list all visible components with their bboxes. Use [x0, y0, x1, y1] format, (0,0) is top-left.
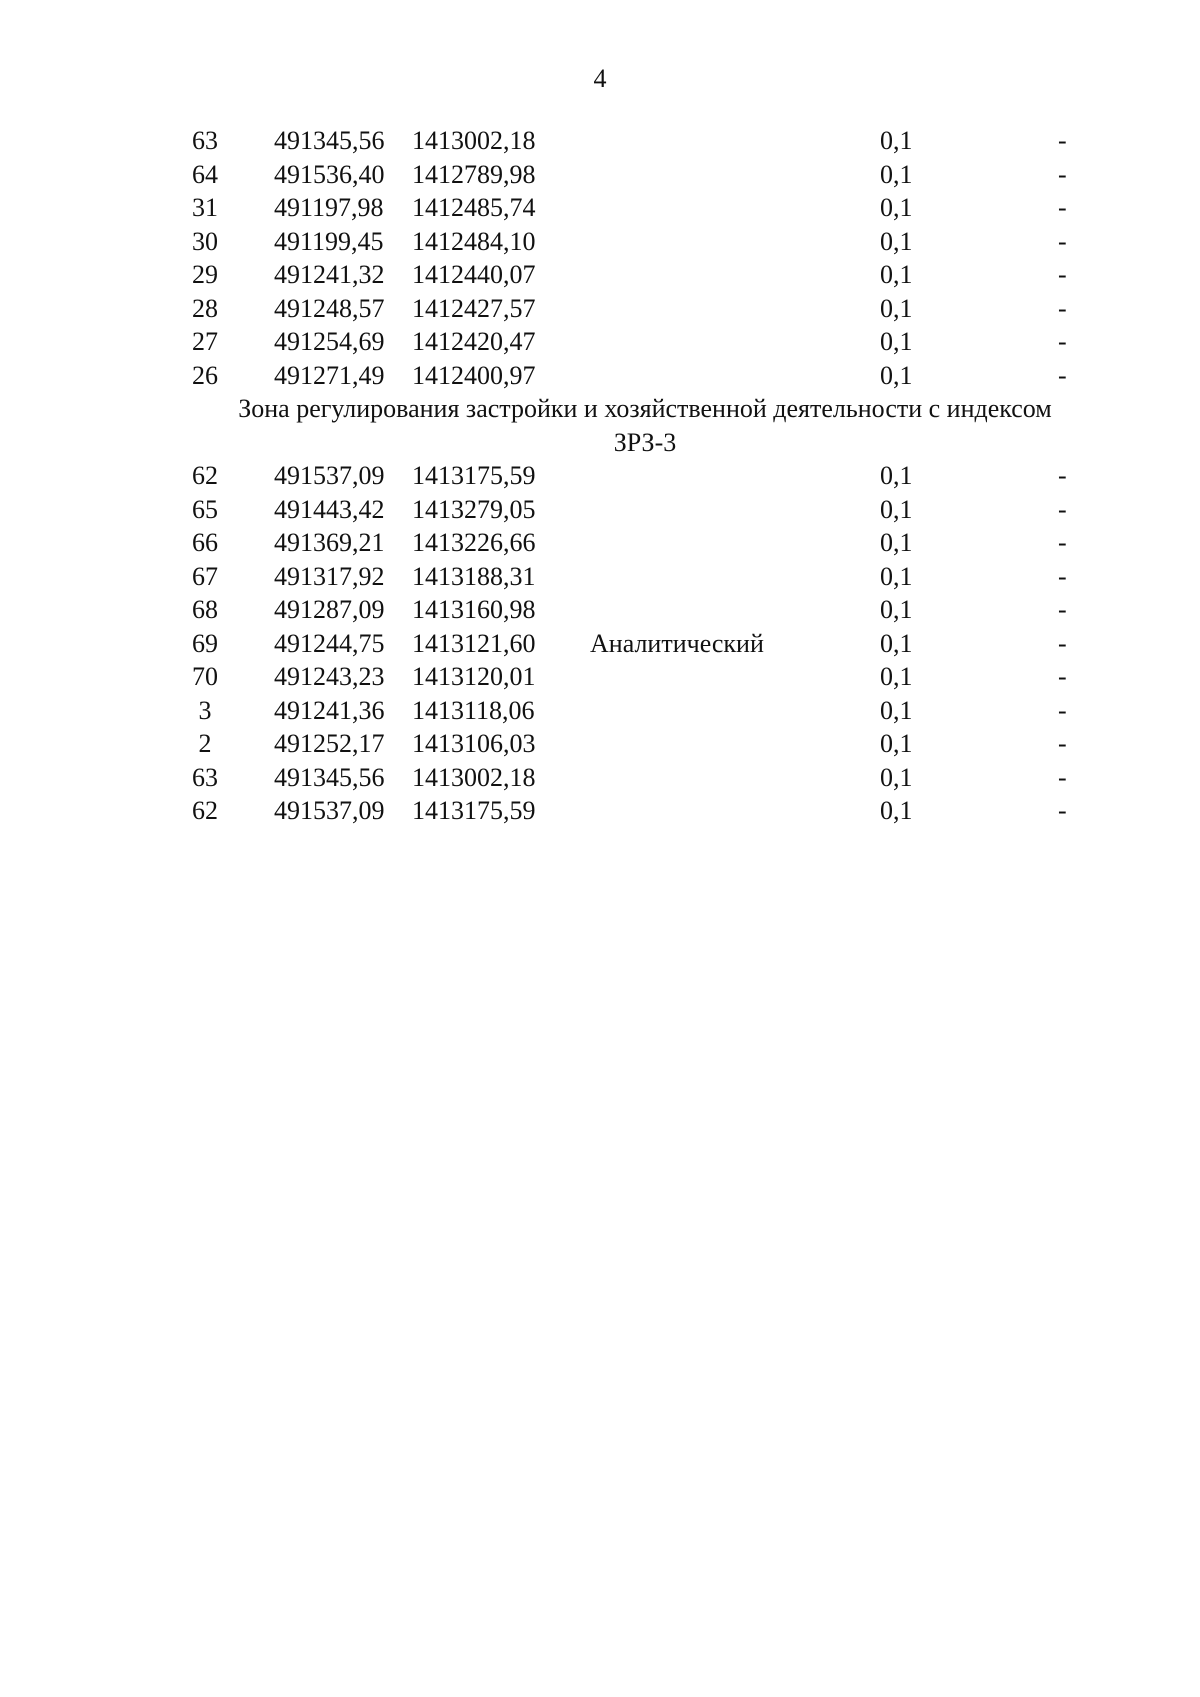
coord-x: 491197,98: [274, 193, 384, 222]
coordinates-table: [0, 124, 1200, 828]
page-number: 4: [593, 64, 607, 93]
note: -: [1058, 293, 1067, 323]
coord-x: 491345,56: [274, 762, 385, 792]
table-row: [0, 694, 1200, 728]
accuracy: 0,1: [880, 561, 913, 591]
point-number: 62: [192, 461, 218, 490]
coord-y: 1413226,66: [412, 528, 536, 557]
method: Аналитический: [590, 628, 764, 658]
section2-rows: [0, 459, 1200, 828]
point-number: 27: [192, 327, 218, 356]
accuracy: 0,1: [880, 226, 913, 256]
table-row: [0, 493, 1200, 527]
zone-title: [0, 392, 1200, 459]
note: -: [1058, 796, 1067, 825]
table-row: [0, 526, 1200, 560]
coord-x: 491443,42: [274, 494, 385, 524]
note: -: [1058, 628, 1067, 658]
coord-y: 1412484,10: [412, 226, 536, 256]
point-number: 70: [192, 662, 218, 691]
section1-rows: [0, 124, 1200, 392]
note: -: [1058, 360, 1067, 390]
table-row: [0, 794, 1200, 828]
note: -: [1058, 528, 1067, 557]
point-number: 69: [192, 628, 218, 658]
accuracy: 0,1: [880, 595, 913, 624]
coord-y: 1413175,59: [412, 461, 536, 490]
accuracy: 0,1: [880, 628, 913, 658]
coord-y: 1412789,98: [412, 159, 536, 189]
point-number: 63: [192, 126, 218, 155]
coord-x: 491537,09: [274, 461, 385, 490]
table-row: [0, 158, 1200, 192]
note: -: [1058, 126, 1067, 155]
coord-y: 1413279,05: [412, 494, 536, 524]
table-row: [0, 258, 1200, 292]
coord-y: 1412420,47: [412, 327, 536, 356]
coord-x: 491244,75: [274, 628, 385, 658]
coord-y: 1413188,31: [412, 561, 536, 591]
coord-y: 1412440,07: [412, 260, 536, 289]
coord-y: 1412427,57: [412, 293, 536, 323]
note: -: [1058, 695, 1067, 725]
table-row: [0, 325, 1200, 359]
point-number: 64: [192, 159, 218, 189]
note: -: [1058, 662, 1067, 691]
point-number: 3: [198, 695, 212, 725]
coord-y: 1413002,18: [412, 762, 536, 792]
coord-x: 491243,23: [274, 662, 385, 691]
accuracy: 0,1: [880, 159, 913, 189]
coord-y: 1413002,18: [412, 126, 536, 155]
coord-x: 491199,45: [274, 226, 384, 256]
coord-x: 491252,17: [274, 729, 385, 758]
table-row: [0, 124, 1200, 158]
accuracy: 0,1: [880, 494, 913, 524]
note: -: [1058, 729, 1067, 758]
point-number: 68: [192, 595, 218, 624]
coord-x: 491369,21: [274, 528, 385, 557]
coord-y: 1413118,06: [412, 695, 535, 725]
coord-x: 491536,40: [274, 159, 385, 189]
accuracy: 0,1: [880, 193, 913, 222]
note: -: [1058, 595, 1067, 624]
coord-x: 491248,57: [274, 293, 385, 323]
coord-x: 491345,56: [274, 126, 385, 155]
accuracy: 0,1: [880, 461, 913, 490]
coord-x: 491287,09: [274, 595, 385, 624]
coord-y: 1413160,98: [412, 595, 536, 624]
table-row: [0, 191, 1200, 225]
table-row: [0, 225, 1200, 259]
point-number: 30: [192, 226, 218, 256]
coord-y: 1412400,97: [412, 360, 536, 390]
note: -: [1058, 762, 1067, 792]
table-row: [0, 593, 1200, 627]
point-number: 66: [192, 528, 218, 557]
note: -: [1058, 159, 1067, 189]
table-row: [0, 660, 1200, 694]
coord-x: 491254,69: [274, 327, 385, 356]
note: -: [1058, 193, 1067, 222]
accuracy: 0,1: [880, 796, 913, 825]
accuracy: 0,1: [880, 695, 913, 725]
table-row: [0, 627, 1200, 661]
coord-y: 1413121,60: [412, 628, 536, 658]
point-number: 2: [198, 729, 212, 758]
table-row: [0, 359, 1200, 393]
table-row: [0, 727, 1200, 761]
accuracy: 0,1: [880, 662, 913, 691]
point-number: 31: [192, 193, 218, 222]
point-number: 67: [192, 561, 218, 591]
coord-y: 1413175,59: [412, 796, 536, 825]
note: -: [1058, 327, 1067, 356]
coord-x: 491241,36: [274, 695, 385, 725]
coord-y: 1413120,01: [412, 662, 536, 691]
note: -: [1058, 260, 1067, 289]
table-row: [0, 292, 1200, 326]
point-number: 26: [192, 360, 218, 390]
note: -: [1058, 226, 1067, 256]
coord-x: 491271,49: [274, 360, 385, 390]
note: -: [1058, 561, 1067, 591]
zone-title-line2: ЗРЗ-3: [613, 427, 677, 457]
accuracy: 0,1: [880, 327, 913, 356]
coord-x: 491241,32: [274, 260, 385, 289]
table-row: [0, 459, 1200, 493]
accuracy: 0,1: [880, 528, 913, 557]
coord-x: 491317,92: [274, 561, 385, 591]
point-number: 29: [192, 260, 218, 289]
coord-x: 491537,09: [274, 796, 385, 825]
point-number: 62: [192, 796, 218, 825]
accuracy: 0,1: [880, 762, 913, 792]
point-number: 65: [192, 494, 218, 524]
zone-title-line1: Зона регулирования застройки и хозяйственной деятельности с индексом: [238, 394, 1052, 423]
note: -: [1058, 494, 1067, 524]
coord-y: 1412485,74: [412, 193, 536, 222]
note: -: [1058, 461, 1067, 490]
accuracy: 0,1: [880, 126, 913, 155]
table-row: [0, 761, 1200, 795]
accuracy: 0,1: [880, 293, 913, 323]
point-number: 63: [192, 762, 218, 792]
accuracy: 0,1: [880, 260, 913, 289]
coord-y: 1413106,03: [412, 729, 536, 758]
accuracy: 0,1: [880, 729, 913, 758]
accuracy: 0,1: [880, 360, 913, 390]
table-row: [0, 560, 1200, 594]
point-number: 28: [192, 293, 218, 323]
